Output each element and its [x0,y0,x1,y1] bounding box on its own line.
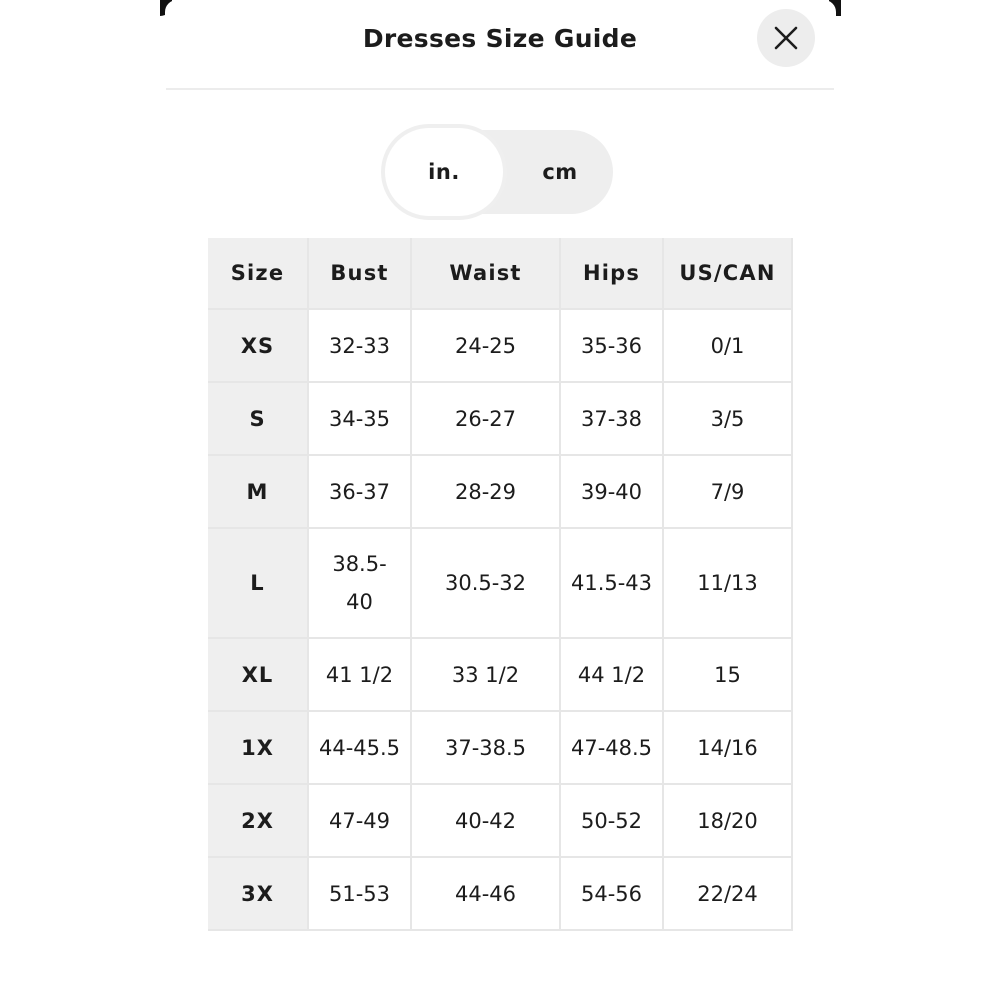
column-header-bust: Bust [308,238,411,309]
hips-cell: 37-38 [560,382,663,455]
waist-cell: 33 1/2 [411,638,560,711]
us-can-cell: 7/9 [663,455,792,528]
hips-cell: 44 1/2 [560,638,663,711]
table-row [208,455,792,528]
bust-cell: 32-33 [308,309,411,382]
bust-cell: 36-37 [308,455,411,528]
waist-cell: 24-25 [411,309,560,382]
us-can-cell: 18/20 [663,784,792,857]
us-can-cell: 11/13 [663,528,792,638]
table-header-row [208,238,792,309]
table-row [208,528,792,638]
unit-option-inches[interactable]: in. [381,124,507,220]
size-cell: S [208,382,308,455]
us-can-cell: 15 [663,638,792,711]
waist-cell: 44-46 [411,857,560,930]
waist-cell: 28-29 [411,455,560,528]
us-can-cell: 14/16 [663,711,792,784]
table-row [208,309,792,382]
waist-cell: 37-38.5 [411,711,560,784]
waist-cell: 30.5-32 [411,528,560,638]
bust-cell: 41 1/2 [308,638,411,711]
waist-cell: 26-27 [411,382,560,455]
waist-cell: 40-42 [411,784,560,857]
bust-cell: 34-35 [308,382,411,455]
bust-cell: 47-49 [308,784,411,857]
modal-header [166,0,834,90]
hips-cell: 54-56 [560,857,663,930]
unit-option-centimeters[interactable]: cm [542,160,578,184]
unit-toggle[interactable] [381,124,613,216]
size-cell: L [208,528,308,638]
table-row [208,638,792,711]
hips-cell: 50-52 [560,784,663,857]
table-row [208,784,792,857]
us-can-cell: 22/24 [663,857,792,930]
us-can-cell: 3/5 [663,382,792,455]
hips-cell: 41.5-43 [560,528,663,638]
size-cell: XL [208,638,308,711]
size-cell: 3X [208,857,308,930]
table-row [208,382,792,455]
column-header-us-can: US/CAN [663,238,792,309]
size-cell: 2X [208,784,308,857]
us-can-cell: 0/1 [663,309,792,382]
close-icon [773,25,799,51]
hips-cell: 39-40 [560,455,663,528]
close-button[interactable] [757,9,815,67]
bust-cell-text: 38.5-40 [332,552,387,614]
column-header-size: Size [208,238,308,309]
column-header-waist: Waist [411,238,560,309]
modal-title: Dresses Size Guide [362,24,638,53]
column-header-hips: Hips [560,238,663,309]
bust-cell: 51-53 [308,857,411,930]
table-row [208,711,792,784]
bust-cell: 44-45.5 [308,711,411,784]
size-chart-table [208,238,793,931]
bust-cell [308,528,411,638]
size-cell: M [208,455,308,528]
table-row [208,857,792,930]
size-cell: 1X [208,711,308,784]
size-cell: XS [208,309,308,382]
hips-cell: 47-48.5 [560,711,663,784]
hips-cell: 35-36 [560,309,663,382]
